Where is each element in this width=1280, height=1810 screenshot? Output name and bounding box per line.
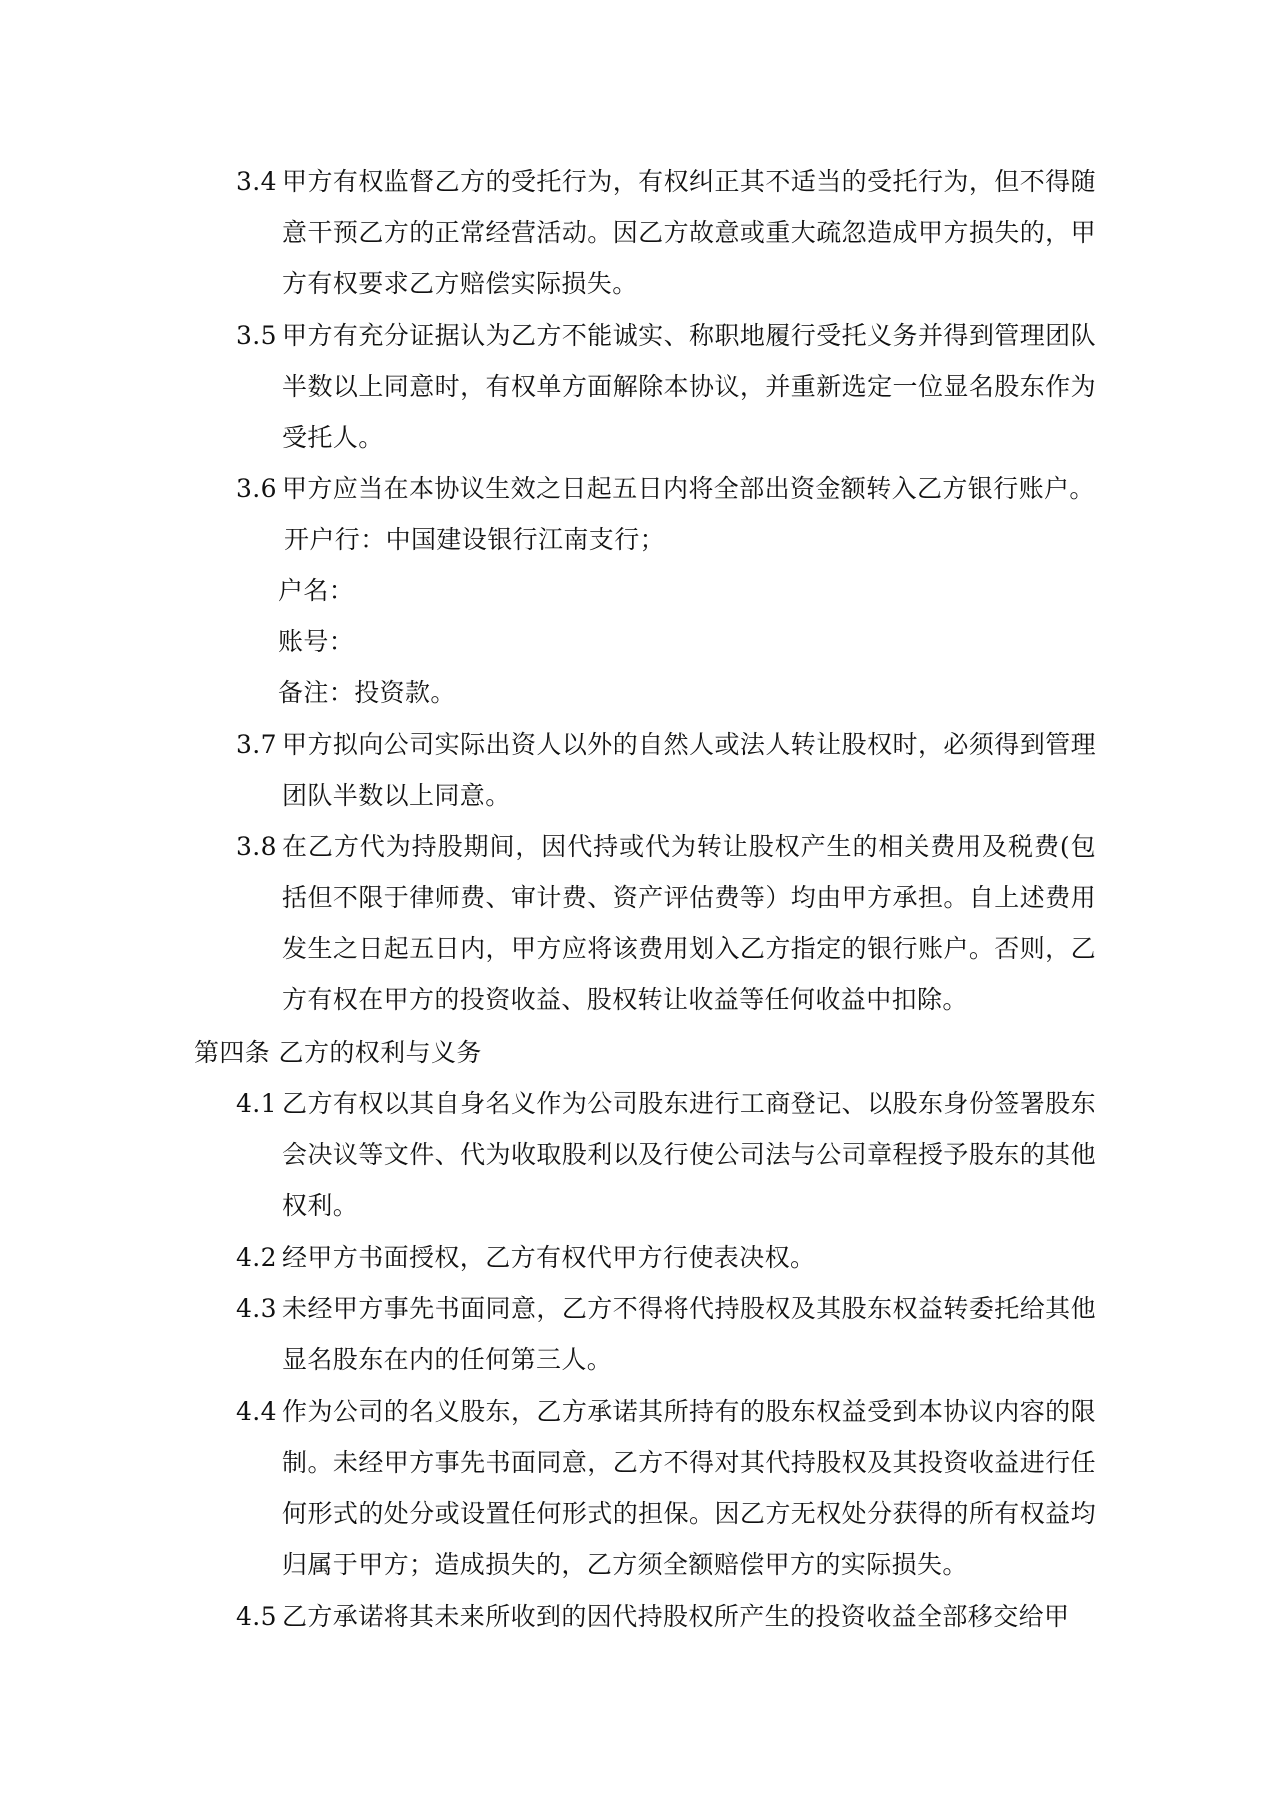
clause-number: 4.1 — [236, 1089, 277, 1118]
account-number-line: 账号： — [278, 627, 355, 656]
clause-number: 4.3 — [236, 1294, 277, 1323]
section-4-heading: 第四条 乙方的权利与义务 — [194, 1038, 482, 1067]
clause-number: 4.5 — [236, 1602, 277, 1631]
clause-text: 甲方拟向公司实际出资人以外的自然人或法人转让股权时，必须得到管理团队半数以上同意。 — [282, 730, 1096, 810]
clause-text: 经甲方书面授权，乙方有权代甲方行使表决权。 — [282, 1243, 816, 1272]
bank-name-line: 开户行：中国建设银行江南支行； — [284, 525, 666, 554]
clause-number: 3.5 — [236, 321, 277, 350]
clause-4-5 — [236, 1591, 1096, 1642]
clause-text: 未经甲方事先书面同意，乙方不得将代持股权及其股东权益转委托给其他显名股东在内的任何第三人。 — [282, 1294, 1096, 1374]
clause-text: 甲方有权监督乙方的受托行为，有权纠正其不适当的受托行为，但不得随意干预乙方的正常经营活动。因乙方故意或重大疏忽造成甲方损失的，甲方有权要求乙方赔偿实际损失。 — [282, 167, 1096, 298]
clause-text: 甲方应当在本协议生效之日起五日内将全部出资金额转入乙方银行账户。 — [282, 474, 1095, 503]
clause-3-4 — [236, 156, 1096, 309]
clause-text: 在乙方代为持股期间，因代持或代为转让股权产生的相关费用及税费(包括但不限于律师费、审计费、资产评估费等）均由甲方承担。自上述费用发生之日起五日内，甲方应将该费用划入乙方指定的银行账户。否则，乙方有权在甲方的投资收益、股权转让收益等任何收益中扣除。 — [282, 832, 1096, 1014]
clause-text: 甲方有充分证据认为乙方不能诚实、称职地履行受托义务并得到管理团队半数以上同意时，有权单方面解除本协议，并重新选定一位显名股东作为受托人。 — [282, 321, 1096, 452]
clause-text: 乙方承诺将其未来所收到的因代持股权所产生的投资收益全部移交给甲 — [282, 1602, 1070, 1631]
clause-text: 作为公司的名义股东，乙方承诺其所持有的股东权益受到本协议内容的限制。未经甲方事先书面同意，乙方不得对其代持股权及其投资收益进行任何形式的处分或设置任何形式的担保。因乙方无权处分获得的所有权益均归属于甲方；造成损失的，乙方须全额赔偿甲方的实际损失。 — [282, 1397, 1096, 1579]
clause-number: 3.6 — [236, 474, 277, 503]
clause-3-8 — [236, 821, 1096, 1025]
clause-4-3 — [236, 1283, 1096, 1385]
clause-3-5 — [236, 310, 1096, 463]
remark-line: 备注：投资款。 — [278, 678, 456, 707]
clause-number: 3.7 — [236, 730, 277, 759]
clause-3-7 — [236, 719, 1096, 821]
clause-number: 4.2 — [236, 1243, 277, 1272]
clause-3-6 — [236, 463, 1136, 514]
account-name-line: 户名： — [278, 576, 355, 605]
clause-number: 4.4 — [236, 1397, 277, 1426]
clause-number: 3.4 — [236, 167, 277, 196]
clause-number: 3.8 — [236, 832, 277, 861]
clause-4-1 — [236, 1078, 1096, 1231]
clause-text: 乙方有权以其自身名义作为公司股东进行工商登记、以股东身份签署股东会决议等文件、代为收取股利以及行使公司法与公司章程授予股东的其他权利。 — [282, 1089, 1096, 1220]
clause-4-2 — [236, 1232, 1096, 1283]
clause-4-4 — [236, 1386, 1096, 1590]
